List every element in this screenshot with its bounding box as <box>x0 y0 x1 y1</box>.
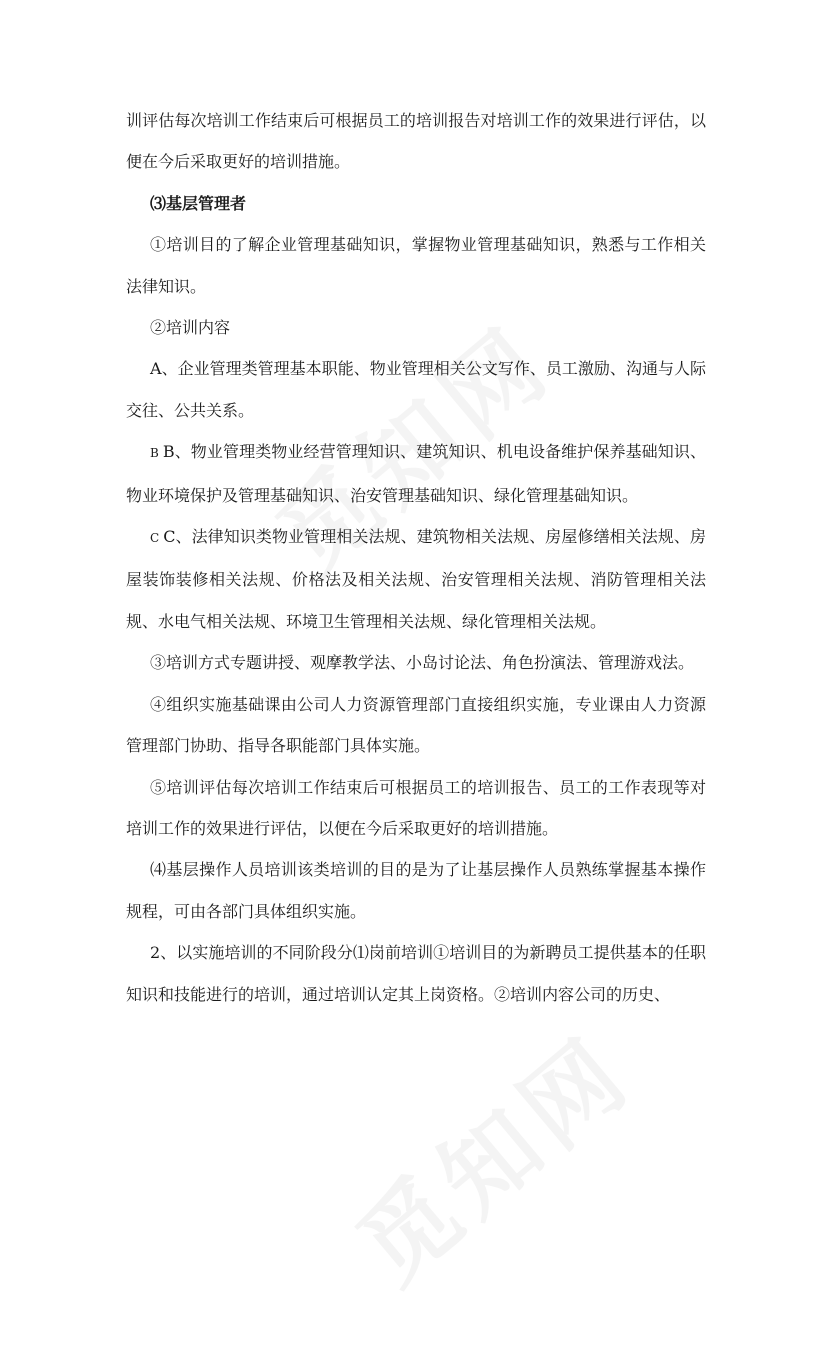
paragraph-training-content-label: ②培训内容 <box>150 318 231 338</box>
heading-grassroots-managers: ⑶基层管理者 <box>150 193 247 213</box>
document-body <box>126 100 706 1015</box>
item-c-prefix: C <box>150 531 160 546</box>
paragraph-item-a: A、企业管理类管理基本职能、物业管理相关公文写作、员工激励、沟通与人际交往、公共关系。 <box>126 359 706 420</box>
item-b-text: B、物业管理类物业经营管理知识、建筑知识、机电设备维护保养基础知识、物业环境保护及管理基础知识、治安管理基础知识、绿化管理基础知识。 <box>126 442 706 505</box>
paragraph-training-evaluation-cont: 训评估每次培训工作结束后可根据员工的培训报告对培训工作的效果进行评估，以便在今后采取更好的培训措施。 <box>126 111 706 172</box>
item-b-prefix: B <box>150 446 159 461</box>
paragraph-training-purpose: ①培训目的了解企业管理基础知识，掌握物业管理基础知识，熟悉与工作相关法律知识。 <box>126 235 706 296</box>
paragraph-training-methods: ③培训方式专题讲授、观摩教学法、小岛讨论法、角色扮演法、管理游戏法。 <box>150 653 695 673</box>
paragraph-organization: ④组织实施基础课由公司人力资源管理部门直接组织实施，专业课由人力资源管理部门协助、指导各职能部门具体实施。 <box>126 694 706 756</box>
watermark-lower <box>291 962 698 1358</box>
paragraph-item-b <box>126 431 706 516</box>
paragraph-item-c <box>126 516 706 642</box>
paragraph-training-evaluation: ⑤培训评估每次培训工作结束后可根据员工的培训报告、员工的工作表现等对培训工作的效果进行评估，以便在今后采取更好的培训措施。 <box>126 777 706 838</box>
paragraph-operators-training: ⑷基层操作人员培训该类培训的目的是为了让基层操作人员熟练掌握基本操作规程，可由各部门具体组织实施。 <box>126 860 706 921</box>
item-c-text: C、法律知识类物业管理相关法规、建筑物相关法规、房屋修缮相关法规、房屋装饰装修相关法规、价格法及相关法规、治安管理相关法规、消防管理相关法规、水电气相关法规、环境卫生管理相关法规、绿化管理相关法规。 <box>126 527 706 631</box>
paragraph-pre-job-training: 2、以实施培训的不同阶段分⑴岗前培训①培训目的为新聘员工提供基本的任职知识和技能进行的培训，通过培训认定其上岗资格。②培训内容公司的历史、 <box>126 943 706 1004</box>
